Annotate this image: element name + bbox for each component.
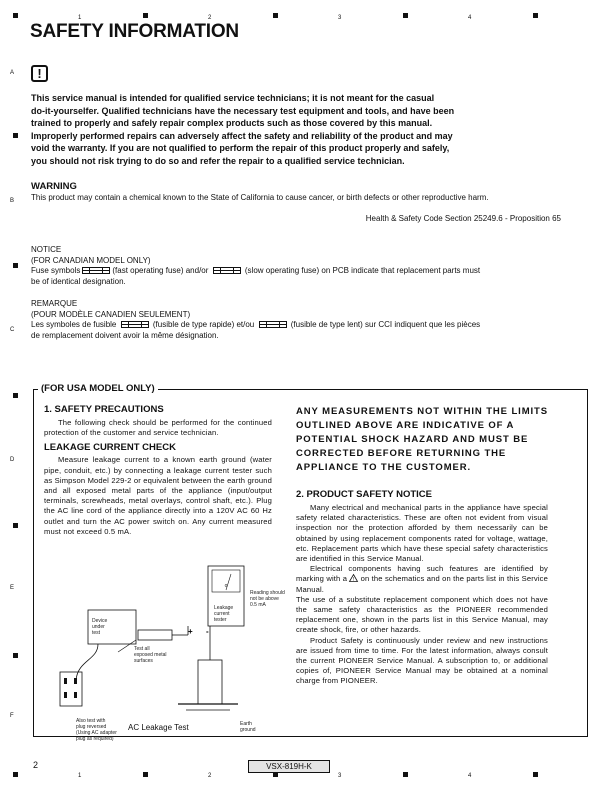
remarque-subheading: (POUR MODÈLE CANADIEN SEULEMENT) xyxy=(31,309,191,319)
registration-mark xyxy=(403,772,408,777)
probe-icon xyxy=(138,630,172,640)
left-column xyxy=(44,404,272,537)
test-surfaces-label: surfaces xyxy=(134,658,153,664)
warning-citation: Health & Safety Code Section 25249.6 - Proposition 65 xyxy=(365,214,561,223)
notice-section xyxy=(31,245,571,287)
warning-heading: WARNING xyxy=(31,181,77,192)
tester-label: tester xyxy=(214,617,227,623)
leakage-check-heading: LEAKAGE CURRENT CHECK xyxy=(44,442,176,454)
registration-mark xyxy=(143,13,148,18)
ruler-column: 4 xyxy=(468,773,472,779)
ruler-column: 3 xyxy=(338,15,342,21)
ruler-row: E xyxy=(10,585,15,591)
svg-text:!: ! xyxy=(353,577,355,584)
water-pipe-icon xyxy=(198,660,222,704)
meter-zero: o xyxy=(224,583,228,589)
ac-outlet-icon xyxy=(60,672,82,706)
right-column xyxy=(296,489,548,687)
intro-line: trained to properly and safely repair complex products such as those covered by this manual. xyxy=(31,118,433,129)
remarque-text-end: de remplacement doivent avoir la même désignation. xyxy=(31,330,219,340)
registration-mark xyxy=(273,13,278,18)
notice-text-part: (fast operating fuse) and/or xyxy=(112,266,209,275)
ruler-column: 4 xyxy=(468,15,472,21)
reading-label: 0.5 mA xyxy=(250,602,266,608)
ruler-column: 3 xyxy=(338,773,342,779)
warning-text: This product may contain a chemical known to the State of California to cause cancer, or birth defects or other reproductive harm. xyxy=(31,193,489,202)
registration-mark xyxy=(13,772,18,777)
ruler-row: B xyxy=(10,198,15,204)
test-surfaces-label: exposed metal xyxy=(134,652,167,658)
device-label: test xyxy=(92,630,101,636)
registration-mark xyxy=(13,13,18,18)
test-surfaces-label: Test all xyxy=(134,646,150,652)
intro-line: This service manual is intended for qualified service technicians; it is not meant for the casual xyxy=(31,93,435,103)
ruler-column: 2 xyxy=(208,773,212,779)
reading-label: not be above xyxy=(250,596,279,602)
notice-text xyxy=(31,266,571,277)
safety-precautions-text: The following check should be performed for the continued protection of the customer and service technician. xyxy=(44,418,272,438)
intro-line: void the warranty. If you are not qualified to perform the repair of this product properly and safely, xyxy=(31,143,450,154)
remarque-heading: REMARQUE xyxy=(31,299,78,308)
ruler-column: 2 xyxy=(208,15,212,21)
product-safety-text-part: on the schematics and on the parts list in this Service Manual. xyxy=(296,574,549,594)
shock-hazard-warning: ANY MEASUREMENTS NOT WITHIN THE LIMITS OUTLINED ABOVE ARE INDICATIVE OF A POTENTIAL SHOCK HAZARD AND MUST BE CORRECTED BEFORE RETURNING THE APPLIANCE TO THE CUSTOMER. xyxy=(296,406,548,473)
plug-reversed-label: Also test with xyxy=(76,718,106,724)
remarque-text xyxy=(31,320,571,331)
plug-reversed-label: plug as required) xyxy=(76,736,114,742)
slow-fuse-symbol-icon xyxy=(213,267,241,274)
intro-line: do-it-yourselfer. Qualified technicians have the necessary test equipment and tools, and have been xyxy=(31,105,455,116)
tester-label: current xyxy=(214,611,230,617)
intro-paragraph xyxy=(31,92,571,168)
earth-ground-label: ground xyxy=(240,727,256,733)
ruler-row: C xyxy=(10,327,15,333)
ruler-column: 1 xyxy=(78,773,82,779)
registration-mark xyxy=(533,13,538,18)
registration-mark xyxy=(13,523,18,528)
minus-terminal-label: - xyxy=(206,627,209,636)
page-title: SAFETY INFORMATION xyxy=(30,21,239,42)
registration-mark xyxy=(403,13,408,18)
remarque-section xyxy=(31,299,571,341)
notice-text-part: (slow operating fuse) on PCB indicate that replacement parts must xyxy=(244,266,481,275)
notice-text-end: be of identical designation. xyxy=(31,276,126,286)
registration-mark xyxy=(13,263,18,268)
product-safety-heading: 2. PRODUCT SAFETY NOTICE xyxy=(296,489,433,500)
safety-triangle-icon xyxy=(349,574,358,582)
device-label: Device xyxy=(92,618,108,624)
diagram-caption: AC Leakage Test xyxy=(128,723,189,732)
ruler-column: 1 xyxy=(78,15,82,21)
ac-leakage-test-diagram xyxy=(38,560,288,742)
ruler-row: D xyxy=(10,457,15,463)
page-number: 2 xyxy=(33,760,39,770)
plug-reversed-label: plug reversed xyxy=(76,724,107,730)
registration-mark xyxy=(13,653,18,658)
registration-mark xyxy=(143,772,148,777)
reading-label: Reading should xyxy=(250,590,285,596)
product-safety-paragraph xyxy=(296,564,548,595)
plus-terminal-label: + xyxy=(188,627,193,636)
intro-line: Improperly performed repairs can adversely affect the safety and reliability of the product and may xyxy=(31,130,453,141)
product-safety-paragraph: The use of a substitute replacement component which does not have the same safety characteristics as the PIONEER recommended replacement one, shown in the parts list in this Service Manual, may create shock, fire, or other hazards. xyxy=(296,594,548,635)
slow-fuse-symbol-icon xyxy=(259,321,287,328)
registration-mark xyxy=(13,393,18,398)
model-number-badge: VSX-819H-K xyxy=(248,760,330,773)
product-safety-text-part: Electrical components having such features are identified by marking with a xyxy=(296,564,548,584)
notice-subheading: (FOR CANADIAN MODEL ONLY) xyxy=(31,255,151,265)
leakage-check-text: Measure leakage current to a known earth ground (water pipe, conduit, etc.) by connecting a leakage current tester such as Simpson Model 229-2 or equivalent between the earth ground and all exposed metal parts of the appliance (input/output terminals, screwheads, metal overlays, control shaft, etc.). Plug the AC line cord of the appliance directly into a 120V AC 60 Hz outlet and turn the AC power switch on. Any current measured must not exceed 0.5 mA. xyxy=(44,455,272,536)
product-safety-paragraph: Many electrical and mechanical parts in the appliance have special safety related characteristics. These are often not evident from visual inspection nor the protection afforded by them necessarily can be obtained by using replacement components rated for voltage, wattage, etc. Replacement parts which have these special safety characteristics are identified in this Service Manual. xyxy=(296,503,548,564)
registration-mark xyxy=(533,772,538,777)
product-safety-paragraph: Product Safety is continuously under review and new instructions are issued from time to time. For the latest information, always consult the current PIONEER Service Manual. A subscription to, or additional copies of, PIONEER Service Manual may be obtained at a nominal charge from PIONEER. xyxy=(296,635,548,686)
tester-label: Leakage xyxy=(214,605,234,611)
intro-line: you should not risk trying to do so and refer the repair to a qualified service technician. xyxy=(31,155,405,166)
remarque-text-part: (fusible de type lent) sur CCI indiquent que les pièces xyxy=(290,320,481,329)
ruler-row: A xyxy=(10,70,15,76)
fast-fuse-symbol-icon xyxy=(121,321,149,328)
exclamation-icon: ! xyxy=(31,65,48,82)
usa-box-header: (FOR USA MODEL ONLY) xyxy=(38,383,158,394)
fast-fuse-symbol-icon xyxy=(82,267,110,274)
notice-text-part: Fuse symbols xyxy=(31,266,81,275)
notice-heading: NOTICE xyxy=(31,245,62,254)
earth-ground-label: Earth xyxy=(240,721,252,727)
remarque-text-part: Les symboles de fusible xyxy=(31,320,117,329)
device-label: under xyxy=(92,624,105,630)
remarque-text-part: (fusible de type rapide) et/ou xyxy=(152,320,255,329)
ruler-row: F xyxy=(10,713,14,719)
safety-precautions-heading: 1. SAFETY PRECAUTIONS xyxy=(44,404,164,415)
plug-reversed-label: (Using AC adapter xyxy=(76,730,117,736)
registration-mark xyxy=(13,133,18,138)
